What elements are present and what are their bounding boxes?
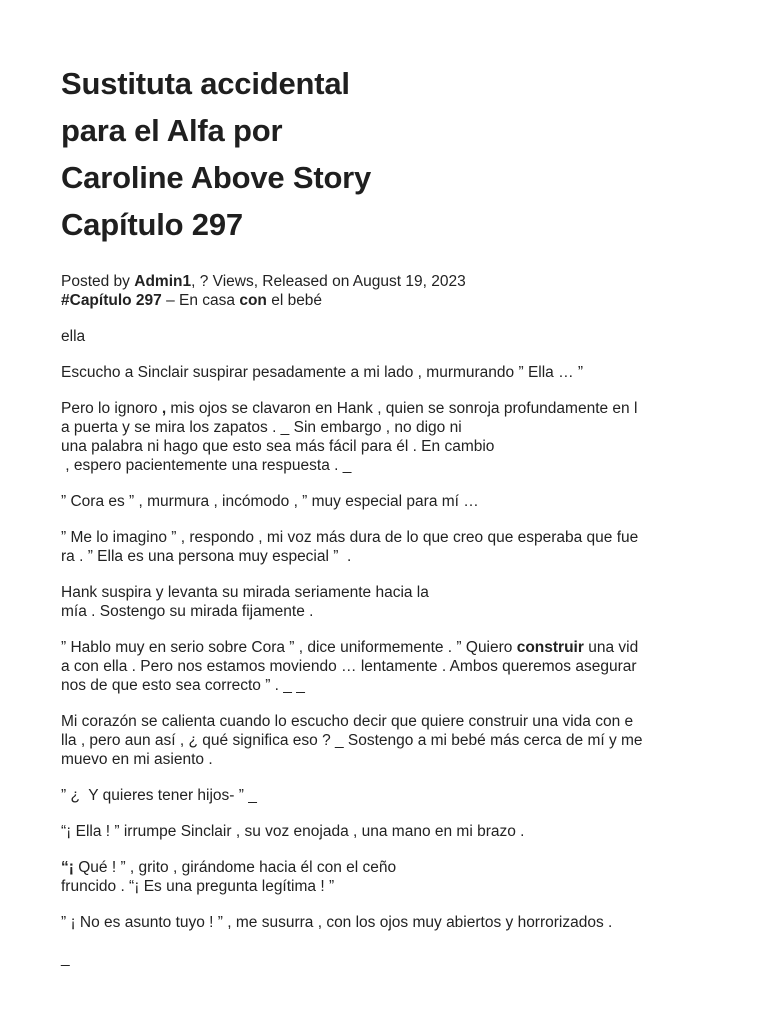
text-line xyxy=(61,399,711,418)
text-run: ” ¿ Y quieres tener hijos- ” _ xyxy=(61,787,257,804)
text-line xyxy=(61,602,711,621)
text-run: ella xyxy=(61,328,86,345)
text-line xyxy=(61,327,711,346)
posted-by-prefix: Posted by xyxy=(61,273,135,290)
text-run: ra . ” Ella es una persona muy especial ” . xyxy=(61,548,352,565)
paragraph xyxy=(61,583,711,621)
text-line xyxy=(61,877,711,896)
text-run: a con ella . Pero nos estamos moviendo … lentamente . Ambos queremos asegurar xyxy=(61,658,637,675)
title-line: Caroline Above Story xyxy=(61,160,372,195)
text-run: fruncido . “¡ Es una pregunta legítima ! ” xyxy=(61,878,335,895)
bold-text: , xyxy=(161,400,167,417)
text-run: Escucho a Sinclair suspirar pesadamente a mi lado , murmurando ” Ella … ” xyxy=(61,364,584,381)
author-link[interactable]: Admin1 xyxy=(134,273,192,290)
text-run: una vid xyxy=(583,639,639,656)
paragraph xyxy=(61,528,711,566)
text-run: muevo en mi asiento . xyxy=(61,751,213,768)
article-title xyxy=(61,60,711,248)
text-line xyxy=(61,731,711,750)
text-run: nos de que esto sea correcto ” . _ _ xyxy=(61,677,305,694)
title-line: para el Alfa por xyxy=(61,113,283,148)
paragraph xyxy=(61,913,711,932)
text-run: Pero lo ignoro xyxy=(61,400,162,417)
paragraph xyxy=(61,822,711,841)
post-meta xyxy=(61,272,711,310)
text-run: ” Hablo muy en serio sobre Cora ” , dice uniformemente . ” Quiero xyxy=(61,639,517,656)
text-run: ” Cora es ” , murmura , incómodo , ” muy especial para mí … xyxy=(61,493,479,510)
text-run: mía . Sostengo su mirada fijamente . xyxy=(61,603,314,620)
text-line xyxy=(61,456,711,475)
text-run: Hank suspira y levanta su mirada seriamente hacia la xyxy=(61,584,429,601)
chapter-bold-word: con xyxy=(239,292,267,309)
text-run: lla , pero aun así , ¿ qué significa eso ? _ Sostengo a mi bebé más cerca de mí y me xyxy=(61,732,643,749)
paragraph xyxy=(61,949,711,968)
chapter-dash: – En casa xyxy=(161,292,240,309)
paragraph xyxy=(61,492,711,511)
text-line xyxy=(61,492,711,511)
text-run: ” ¡ No es asunto tuyo ! ” , me susurra , con los ojos muy abiertos y horrorizados . xyxy=(61,914,613,931)
text-line xyxy=(61,676,711,695)
text-run: Qué ! ” , grito , girándome hacia él con el ceño xyxy=(73,859,397,876)
text-line xyxy=(61,418,711,437)
text-run: ” Me lo imagino ” , respondo , mi voz más dura de lo que creo que esperaba que fue xyxy=(61,529,639,546)
paragraph xyxy=(61,786,711,805)
text-line xyxy=(61,528,711,547)
chapter-rest: el bebé xyxy=(266,292,323,309)
text-line xyxy=(61,786,711,805)
title-line: Sustituta accidental xyxy=(61,66,350,101)
text-run: Mi corazón se calienta cuando lo escucho decir que quiere construir una vida con e xyxy=(61,713,634,730)
text-run: una palabra ni hago que esto sea más fácil para él . En cambio xyxy=(61,438,495,455)
bold-text: construir xyxy=(516,639,584,656)
posted-by-line xyxy=(61,272,711,291)
text-run: “¡ Ella ! ” irrumpe Sinclair , su voz enojada , una mano en mi brazo . xyxy=(61,823,525,840)
text-line xyxy=(61,913,711,932)
title-line: Capítulo 297 xyxy=(61,207,243,242)
article-body xyxy=(61,327,711,968)
paragraph xyxy=(61,327,711,346)
text-run: , espero pacientemente una respuesta . _ xyxy=(61,457,352,474)
text-line xyxy=(61,822,711,841)
text-run: mis ojos se clavaron en Hank , quien se sonroja profundamente en l xyxy=(166,400,638,417)
paragraph xyxy=(61,638,711,695)
text-line xyxy=(61,657,711,676)
text-line xyxy=(61,583,711,602)
posted-by-suffix: , ? Views, Released on August 19, 2023 xyxy=(191,273,466,290)
bold-text: “¡ xyxy=(61,859,74,876)
paragraph xyxy=(61,712,711,769)
text-line xyxy=(61,750,711,769)
text-line xyxy=(61,547,711,566)
text-line xyxy=(61,437,711,456)
text-line xyxy=(61,712,711,731)
paragraph xyxy=(61,363,711,382)
text-run: a puerta y se mira los zapatos . _ Sin embargo , no digo ni xyxy=(61,419,462,436)
chapter-line xyxy=(61,291,711,310)
text-line xyxy=(61,363,711,382)
text-run: _ xyxy=(61,950,70,967)
paragraph xyxy=(61,399,711,475)
article xyxy=(61,60,711,985)
text-line xyxy=(61,949,711,968)
text-line xyxy=(61,638,711,657)
text-line xyxy=(61,858,711,877)
chapter-tag[interactable]: #Capítulo 297 xyxy=(61,292,162,309)
paragraph xyxy=(61,858,711,896)
